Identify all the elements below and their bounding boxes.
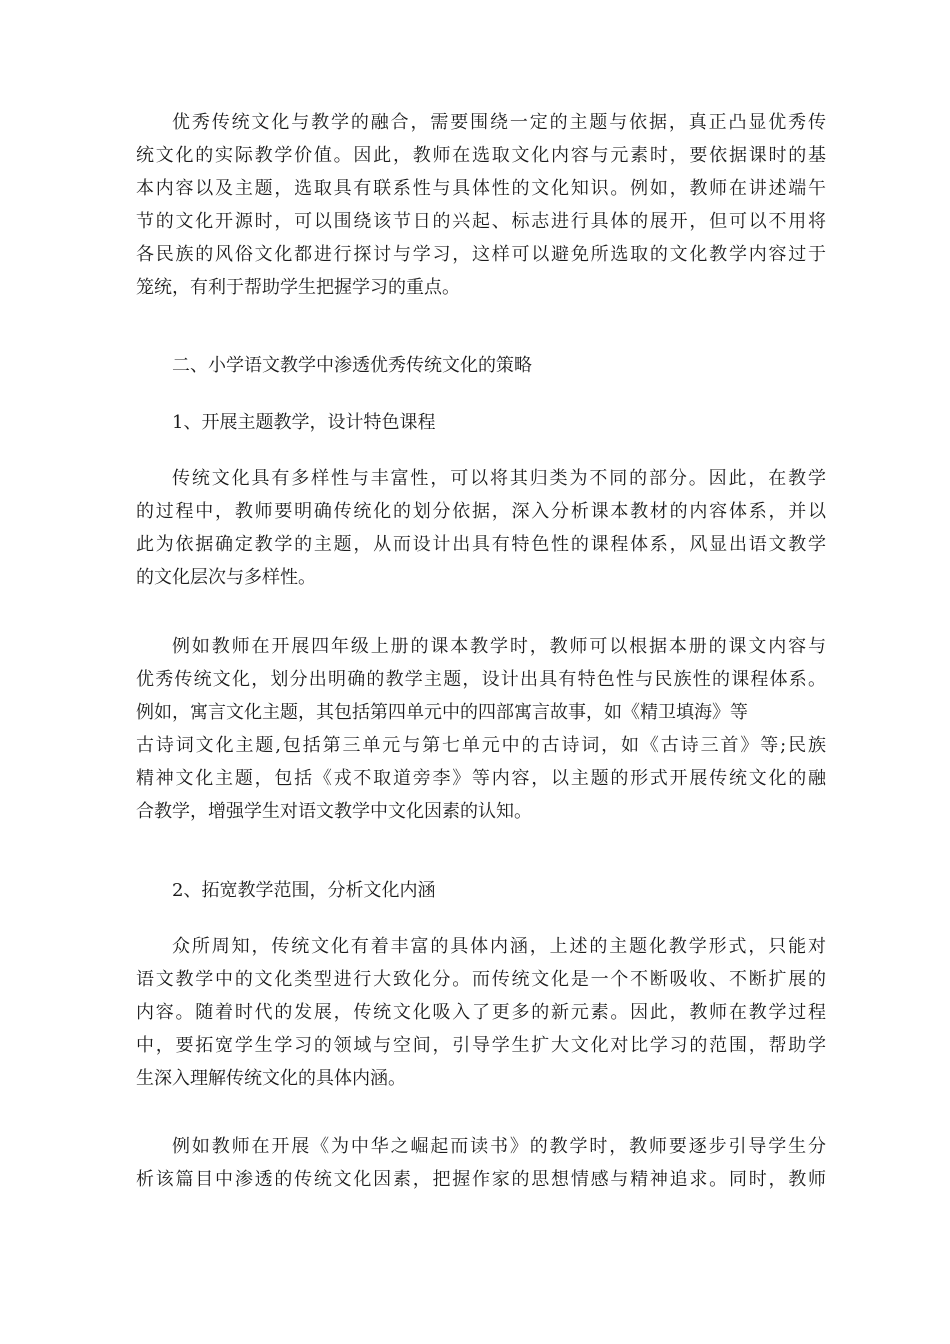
text-line: 的文化层次与多样性。 xyxy=(136,567,316,588)
text-line: 各民族的风俗文化都进行探讨与学习，这样可以避免所选取的文化教学内容过于 xyxy=(136,244,826,265)
text-line: 优秀传统文化与教学的融合，需要围绕一定的主题与依据，真正凸显优秀传 xyxy=(172,112,826,133)
text-line: 内容。随着时代的发展，传统文化吸入了更多的新元素。因此，教师在教学过程 xyxy=(136,1002,826,1023)
text-line: 传统文化具有多样性与丰富性，可以将其归类为不同的部分。因此，在教学 xyxy=(172,468,826,489)
text-line: 语文教学中的文化类型进行大致化分。而传统文化是一个不断吸收、不断扩展的 xyxy=(136,969,826,990)
paragraph-cultural-content xyxy=(136,106,826,304)
paragraph-cultural-connotation xyxy=(136,930,826,1095)
text-line: 精神文化主题，包括《戎不取道旁李》等内容，以主题的形式开展传统文化的融 xyxy=(136,768,826,789)
text-line: 节的文化开源时，可以围绕该节日的兴起、标志进行具体的展开，但可以不用将 xyxy=(136,211,826,232)
subsection-heading-1 xyxy=(136,406,826,439)
text-line: 合教学，增强学生对语文教学中文化因素的认知。 xyxy=(136,801,532,822)
text-line: 生深入理解传统文化的具体内涵。 xyxy=(136,1068,406,1089)
text-line: 析该篇目中渗透的传统文化因素，把握作家的思想情感与精神追求。同时，教师 xyxy=(136,1169,826,1190)
subsection-heading-2 xyxy=(136,874,826,907)
paragraph-reading-example xyxy=(136,1130,826,1196)
text-line: 古诗词文化主题,包括第三单元与第七单元中的古诗词，如《古诗三首》等;民族 xyxy=(136,735,826,756)
text-line: 例如教师在开展四年级上册的课本教学时，教师可以根据本册的课文内容与 xyxy=(172,636,826,657)
text-line: 优秀传统文化，划分出明确的教学主题，设计出具有特色性与民族性的课程体系。 xyxy=(136,669,826,690)
text-line: 统文化的实际教学价值。因此，教师在选取文化内容与元素时，要依据课时的基 xyxy=(136,145,826,166)
text-line: 中，要拓宽学生学习的领域与空间，引导学生扩大文化对比学习的范围，帮助学 xyxy=(136,1035,826,1056)
heading-text: 二、小学语文教学中渗透优秀传统文化的策略 xyxy=(172,355,532,376)
paragraph-diversity xyxy=(136,462,826,594)
heading-text: 1、开展主题教学，设计特色课程 xyxy=(172,412,436,433)
text-line: 例如，寓言文化主题，其包括第四单元中的四部寓言故事，如《精卫填海》等 xyxy=(136,702,748,723)
text-line: 本内容以及主题，选取具有联系性与具体性的文化知识。例如，教师在讲述端午 xyxy=(136,178,826,199)
paragraph-grade-four-example xyxy=(136,630,826,828)
text-line: 众所周知，传统文化有着丰富的具体内涵，上述的主题化教学形式，只能对 xyxy=(172,936,826,957)
text-line: 此为依据确定教学的主题，从而设计出具有特色性的课程体系，风显出语文教学 xyxy=(136,534,826,555)
text-line: 笼统，有利于帮助学生把握学习的重点。 xyxy=(136,277,460,298)
section-heading xyxy=(136,349,826,382)
text-line: 例如教师在开展《为中华之崛起而读书》的教学时，教师要逐步引导学生分 xyxy=(172,1136,826,1157)
text-line: 的过程中，教师要明确传统化的划分依据，深入分析课本教材的内容体系，并以 xyxy=(136,501,826,522)
heading-text: 2、拓宽教学范围，分析文化内涵 xyxy=(172,880,436,901)
